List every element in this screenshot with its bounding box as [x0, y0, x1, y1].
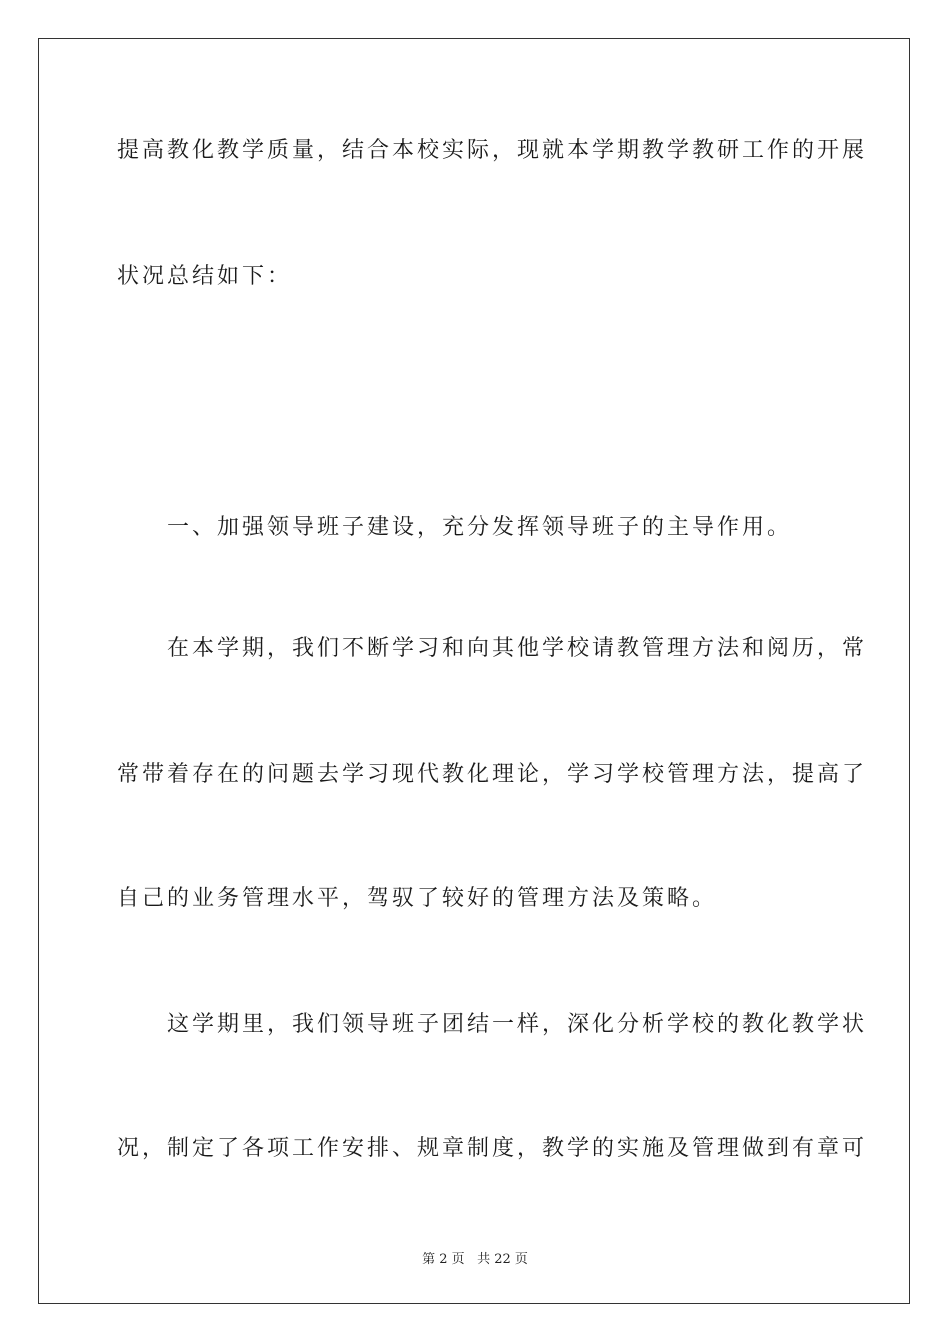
section-heading: 一、加强领导班子建设，充分发挥领导班子的主导作用。 — [117, 515, 793, 540]
text-line: 状况总结如下： — [117, 264, 293, 289]
text-line: 提高教化教学质量，结合本校实际，现就本学期教学教研工作的开展 — [117, 138, 868, 163]
page-total: 共 22 页 — [477, 1252, 528, 1267]
text-line: 这学期里，我们领导班子团结一样，深化分析学校的教化教学状 — [117, 1012, 868, 1037]
text-line: 在本学期，我们不断学习和向其他学校请教管理方法和阅历，常 — [117, 636, 868, 661]
page-number: 第 2 页 — [422, 1252, 465, 1267]
text-line: 况，制定了各项工作安排、规章制度，教学的实施及管理做到有章可 — [117, 1136, 868, 1161]
text-line: 常带着存在的问题去学习现代教化理论，学习学校管理方法，提高了 — [117, 762, 868, 787]
page-frame — [38, 38, 910, 1304]
text-line: 自己的业务管理水平，驾驭了较好的管理方法及策略。 — [117, 886, 718, 911]
page-footer — [0, 1248, 950, 1267]
